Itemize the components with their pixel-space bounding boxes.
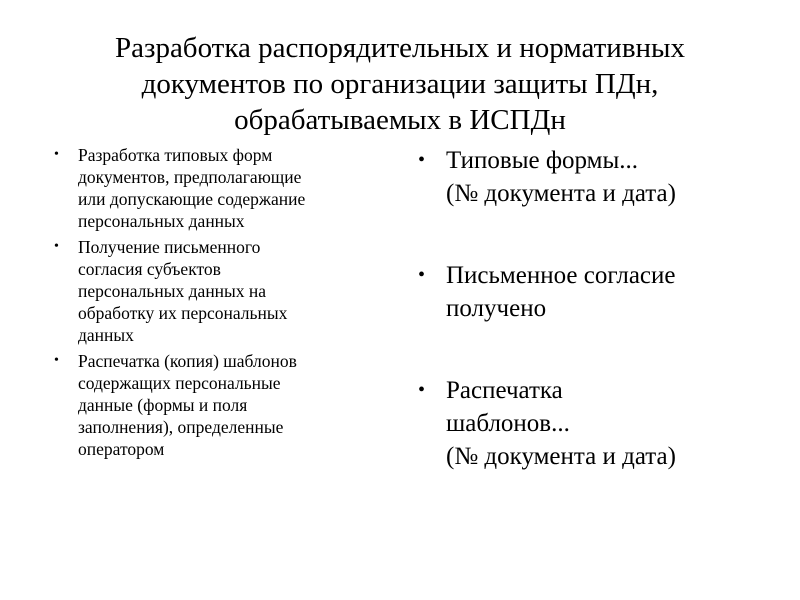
list-item-line: данных [78,325,134,345]
list-item-line: получено [446,295,547,322]
list-item-line: согласия субъектов [78,259,221,279]
list-item-line: обработку их персональных [78,303,288,323]
list-item-line: оператором [78,439,165,459]
bullet-icon: • [418,379,426,401]
title-line: документов по организации защиты ПДн, [141,68,659,100]
list-item-line: Письменное согласие [446,262,676,289]
list-item-line: Распечатка (копия) шаблонов [78,351,297,371]
list-item-line: Получение письменного [78,237,261,257]
list-item-line: документов, предполагающие [78,167,302,187]
left-list-item [52,144,382,232]
bullet-icon: • [54,239,59,254]
list-item-line: (№ документа и дата) [446,443,676,470]
bullet-icon: • [54,353,59,368]
list-item-line: персональных данных на [78,281,267,301]
right-list-item [418,144,788,210]
list-item-line: Распечатка [446,377,563,404]
title-line: обрабатываемых в ИСПДн [234,104,566,136]
list-item-line: данные (формы и поля [78,395,248,415]
list-item-line: или допускающие содержание [78,189,306,209]
list-item-line: (№ документа и дата) [446,180,676,207]
left-list-item [52,350,382,460]
list-item-line: Типовые формы... [446,147,639,174]
left-bullet-list [52,144,382,464]
list-item-line: содержащих персональные [78,373,281,393]
bullet-icon: • [418,264,426,286]
right-bullet-list [418,144,788,473]
list-item-line: шаблонов... [446,410,570,437]
left-list-item [52,236,382,346]
list-item-line: персональных данных [78,211,245,231]
list-item-line: Разработка типовых форм [78,145,273,165]
right-list-item [418,374,788,473]
title-line: Разработка распорядительных и нормативных [114,32,686,64]
right-list-item [418,259,788,325]
bullet-icon: • [418,149,426,171]
bullet-icon: • [54,147,59,162]
slide-title [40,30,760,138]
list-item-line: заполнения), определенные [78,417,284,437]
